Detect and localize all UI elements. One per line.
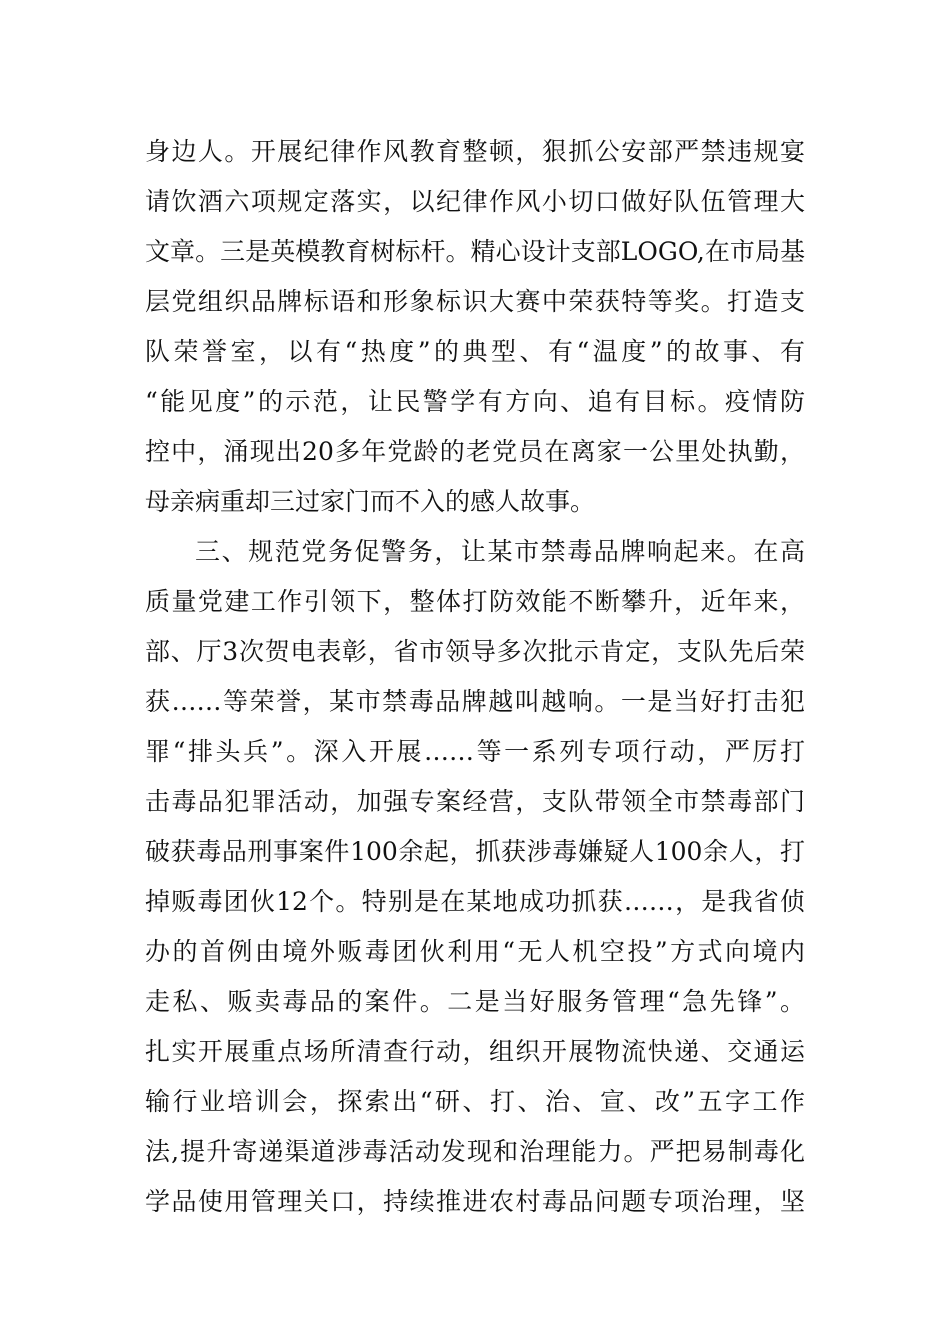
text-line: 击毒品犯罪活动，加强专案经营，支队带领全市禁毒部门 xyxy=(145,787,805,816)
text-line: “能见度”的示范，让民警学有方向、追有目标。疫情防 xyxy=(145,387,805,416)
text-line: 母亲病重却三过家门而不入的感人故事。 xyxy=(145,487,596,516)
text-line: 队荣誉室，以有“热度”的典型、有“温度”的故事、有 xyxy=(145,337,805,366)
text-line: 控中，涌现出20多年党龄的老党员在离家一公里处执勤， xyxy=(145,437,805,466)
text-line: 罪“排头兵”。深入开展……等一系列专项行动，严厉打 xyxy=(145,737,805,766)
text-line: 学品使用管理关口，持续推进农村毒品问题专项治理，坚 xyxy=(145,1187,805,1216)
text-line: 请饮酒六项规定落实，以纪律作风小切口做好队伍管理大 xyxy=(145,187,805,216)
text-line: 质量党建工作引领下，整体打防效能不断攀升，近年来， xyxy=(145,587,805,616)
text-line: 办的首例由境外贩毒团伙利用“无人机空投”方式向境内 xyxy=(145,937,805,966)
text-line: 扎实开展重点场所清查行动，组织开展物流快递、交通运 xyxy=(145,1037,805,1066)
text-line: 文章。三是英模教育树标杆。精心设计支部LOGO,在市局基 xyxy=(145,237,805,266)
text-line: 法,提升寄递渠道涉毒活动发现和治理能力。严把易制毒化 xyxy=(145,1137,805,1166)
paragraph-start-line: 三、规范党务促警务，让某市禁毒品牌响起来。在高 xyxy=(195,537,805,566)
text-line: 部、厅3次贺电表彰，省市领导多次批示肯定，支队先后荣 xyxy=(145,637,805,666)
text-line: 掉贩毒团伙12个。特别是在某地成功抓获……，是我省侦 xyxy=(145,887,805,916)
text-line: 走私、贩卖毒品的案件。二是当好服务管理“急先锋”。 xyxy=(145,987,805,1016)
text-line: 层党组织品牌标语和形象标识大赛中荣获特等奖。打造支 xyxy=(145,287,805,316)
text-line: 输行业培训会，探索出“研、打、治、宣、改”五字工作 xyxy=(145,1087,805,1116)
text-line: 身边人。开展纪律作风教育整顿，狠抓公安部严禁违规宴 xyxy=(145,137,805,166)
text-line: 获……等荣誉，某市禁毒品牌越叫越响。一是当好打击犯 xyxy=(145,687,805,716)
text-line: 破获毒品刑事案件100余起，抓获涉毒嫌疑人100余人，打 xyxy=(145,837,805,866)
